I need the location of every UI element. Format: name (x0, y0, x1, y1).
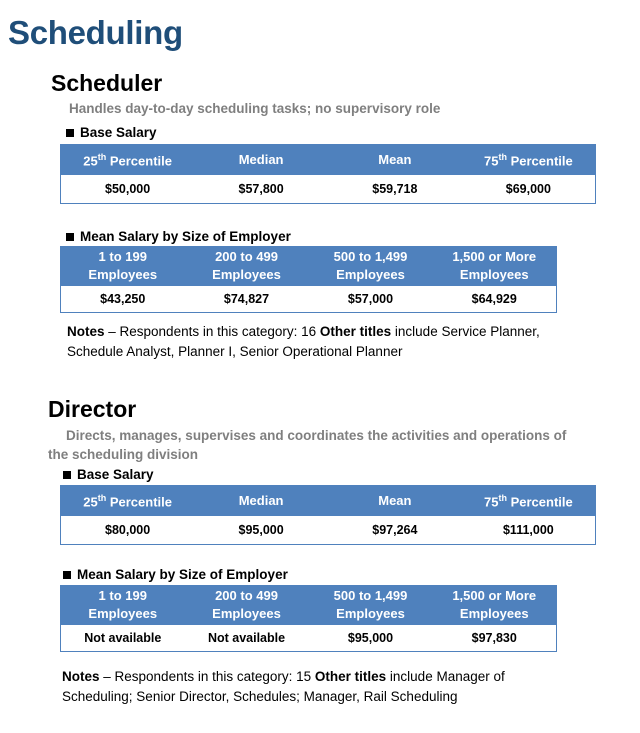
director-description (48, 426, 566, 464)
header-size-500-1499: 500 to 1,499 Employees (309, 247, 433, 286)
notes-other-titles: include Manager of (386, 669, 505, 684)
table-cell: $43,250 (61, 286, 185, 313)
header-25th-percentile: 25th Percentile (61, 145, 195, 175)
table-cell: Not available (61, 625, 185, 652)
table-cell: $97,264 (328, 516, 462, 545)
header-mean: Mean (328, 145, 462, 175)
notes-label: Notes (67, 324, 105, 339)
director-size-heading (63, 567, 288, 582)
table-row (61, 175, 596, 204)
table-cell: $97,830 (433, 625, 557, 652)
scheduler-notes (67, 322, 540, 362)
table-header-row (61, 145, 596, 175)
header-mean: Mean (328, 486, 462, 516)
table-cell: $64,929 (433, 286, 557, 313)
description-line1: Directs, manages, supervises and coordinates the activities and operations of (66, 428, 567, 443)
size-of-employer-label: Mean Salary by Size of Employer (77, 567, 288, 582)
table-cell: $95,000 (194, 516, 328, 545)
header-25th-percentile: 25th Percentile (61, 486, 195, 516)
scheduler-size-table (60, 246, 557, 313)
notes-line2: Schedule Analyst, Planner I, Senior Operational Planner (67, 344, 403, 359)
scheduler-base-salary-table (60, 144, 596, 204)
table-cell: $57,000 (309, 286, 433, 313)
scheduler-title: Scheduler (51, 70, 163, 96)
table-cell: Not available (185, 625, 309, 652)
table-cell: $69,000 (462, 175, 596, 204)
header-size-1500-plus: 1,500 or More Employees (433, 247, 557, 286)
header-size-1500-plus: 1,500 or More Employees (433, 586, 557, 625)
square-bullet-icon (66, 233, 74, 241)
header-75th-percentile: 75th Percentile (462, 145, 596, 175)
scheduler-size-heading (66, 229, 291, 244)
scheduler-base-salary-heading (66, 125, 157, 140)
header-size-200-499: 200 to 499 Employees (185, 247, 309, 286)
director-title: Director (48, 396, 137, 422)
table-cell: $95,000 (309, 625, 433, 652)
notes-label: Notes (62, 669, 100, 684)
square-bullet-icon (63, 471, 71, 479)
table-cell: $74,827 (185, 286, 309, 313)
notes-other-titles-label: Other titles (314, 669, 387, 684)
notes-other-titles-label: Other titles (319, 324, 392, 339)
table-header-row (61, 586, 557, 625)
table-row (61, 516, 596, 545)
square-bullet-icon (66, 129, 74, 137)
size-of-employer-label: Mean Salary by Size of Employer (80, 229, 291, 244)
description-line2: the scheduling division (48, 447, 199, 462)
scheduler-description: Handles day-to-day scheduling tasks; no supervisory role (69, 101, 441, 116)
header-median: Median (194, 486, 328, 516)
base-salary-label: Base Salary (80, 125, 157, 140)
square-bullet-icon (63, 571, 71, 579)
header-size-1-199: 1 to 199 Employees (61, 247, 185, 286)
table-row (61, 286, 557, 313)
header-75th-percentile: 75th Percentile (462, 486, 596, 516)
director-size-table (60, 585, 557, 652)
table-cell: $59,718 (328, 175, 462, 204)
table-cell: $57,800 (194, 175, 328, 204)
table-cell: $50,000 (61, 175, 195, 204)
notes-other-titles: include Service Planner, (391, 324, 540, 339)
notes-respondents: – Respondents in this category: 16 (104, 324, 320, 339)
table-row (61, 625, 557, 652)
table-header-row (61, 247, 557, 286)
header-size-1-199: 1 to 199 Employees (61, 586, 185, 625)
table-cell: $111,000 (462, 516, 596, 545)
page-title: Scheduling (8, 14, 183, 51)
header-size-200-499: 200 to 499 Employees (185, 586, 309, 625)
director-base-salary-table (60, 485, 596, 545)
director-base-salary-heading (63, 467, 154, 482)
notes-respondents: – Respondents in this category: 15 (99, 669, 315, 684)
director-notes (62, 667, 505, 707)
header-median: Median (194, 145, 328, 175)
table-header-row (61, 486, 596, 516)
base-salary-label: Base Salary (77, 467, 154, 482)
notes-line2: Scheduling; Senior Director, Schedules; Manager, Rail Scheduling (62, 689, 458, 704)
table-cell: $80,000 (61, 516, 195, 545)
header-size-500-1499: 500 to 1,499 Employees (309, 586, 433, 625)
